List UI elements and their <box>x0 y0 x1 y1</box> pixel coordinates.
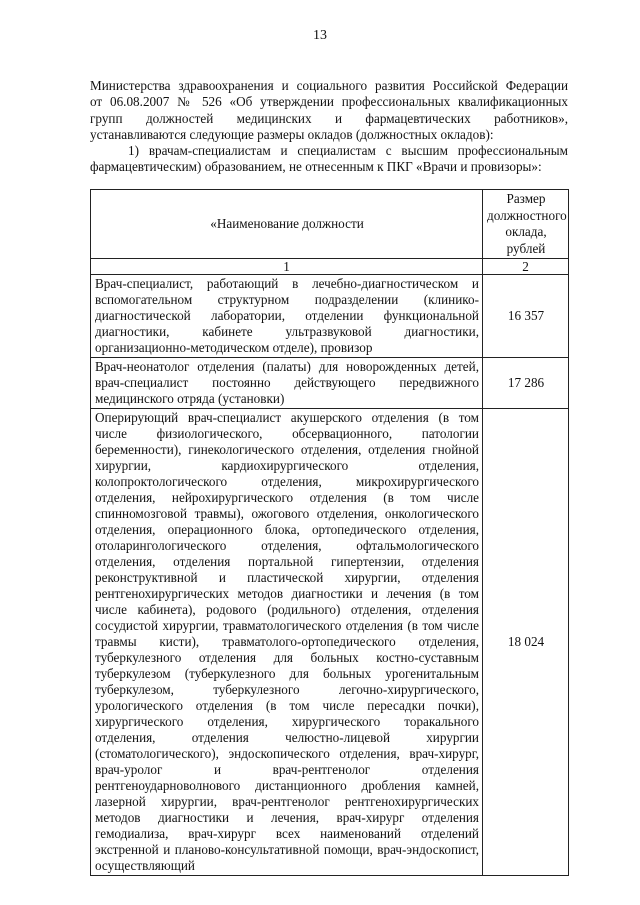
salary-cell: 17 286 <box>483 358 569 409</box>
column-number-row <box>91 259 569 275</box>
intro-line: Министерства здравоохранения и социального развития Российской Федерации <box>90 78 568 93</box>
intro-line: групп должностей медицинских и фармацевтических работников», <box>90 110 568 126</box>
table-row <box>91 409 569 876</box>
position-cell: Врач-специалист, работающий в лечебно-диагностическом и вспомогательном структурном подразделении (клинико-диагностической лаборатории, отделении функциональной диагностики, кабинете ультразвуковой диагностики, организационно-методическом отделе), провизор <box>91 275 483 358</box>
intro-item: 1) врачам-специалистам и специалистам с высшим профессиональным фармацевтическим) образованием, не отнесенным к ПКГ «Врачи и провизоры»: <box>90 143 568 175</box>
header-salary: Размер должностного оклада, рублей <box>483 190 569 259</box>
header-position-name: «Наименование должности <box>91 190 483 259</box>
page-number: 13 <box>313 28 327 43</box>
column-number: 2 <box>483 259 569 275</box>
salary-cell: 16 357 <box>483 275 569 358</box>
position-cell: Врач-неонатолог отделения (палаты) для новорожденных детей, врач-специалист постоянно действующего передвижного медицинского отряда (установки) <box>91 358 483 409</box>
column-number: 1 <box>91 259 483 275</box>
salary-table <box>90 189 569 876</box>
table-row <box>91 275 569 358</box>
table-header-row <box>91 190 569 259</box>
table-row <box>91 358 569 409</box>
intro-paragraph <box>90 78 568 176</box>
salary-cell: 18 024 <box>483 409 569 876</box>
intro-line: устанавливаются следующие размеры окладов (должностных окладов): <box>90 126 494 142</box>
position-cell: Оперирующий врач-специалист акушерского отделения (в том числе физиологического, обсервационного, патологии беременности), гинекологического отделения, отделения гнойной хирургии, кардиохирургического отделения, колопроктологического отделения, микрохирургического отделения, нейрохирургического отделения (в том числе спинномозговой травмы), ожогового отделения, онкологического отделения, операционного блока, ортопедического отделения, отоларингологического отделения, офтальмологического отделения, отделения портальной гипертензии, отделения реконструктивной и пластической хирургии, отделения рентгенохирургических методов диагностики и лечения (в том числе кабинета), родового (родильного) отделения, отделения сосудистой хирургии, травматологического отделения (в том числе травмы кисти), травматолого-ортопедического отделения, туберкулезного отделения для больных костно-суставным туберкулезом (туберкулезного для больных урогенитальным туберкулезом, туберкулезного легочно-хирургического, урологического отделения (в том числе пересадки почки), хирургического отделения, хирургического торакального отделения, отделения челюстно-лицевой хирургии (стоматологического), эндоскопического отделения, врач-хирург, врач-уролог и врач-рентгенолог отделения рентгеноударноволнового дистанционного дробления камней, лазерной хирургии, врач-рентгенолог рентгенохирургических методов диагностики и лечения, врач-хирург отделения гемодиализа, врач-хирург всех наименований отделений экстренной и планово-консультативной помощи, врач-эндоскопист, осуществляющий <box>91 409 483 876</box>
intro-line: от 06.08.2007 № 526 «Об утверждении профессиональных квалификационных <box>90 94 568 110</box>
